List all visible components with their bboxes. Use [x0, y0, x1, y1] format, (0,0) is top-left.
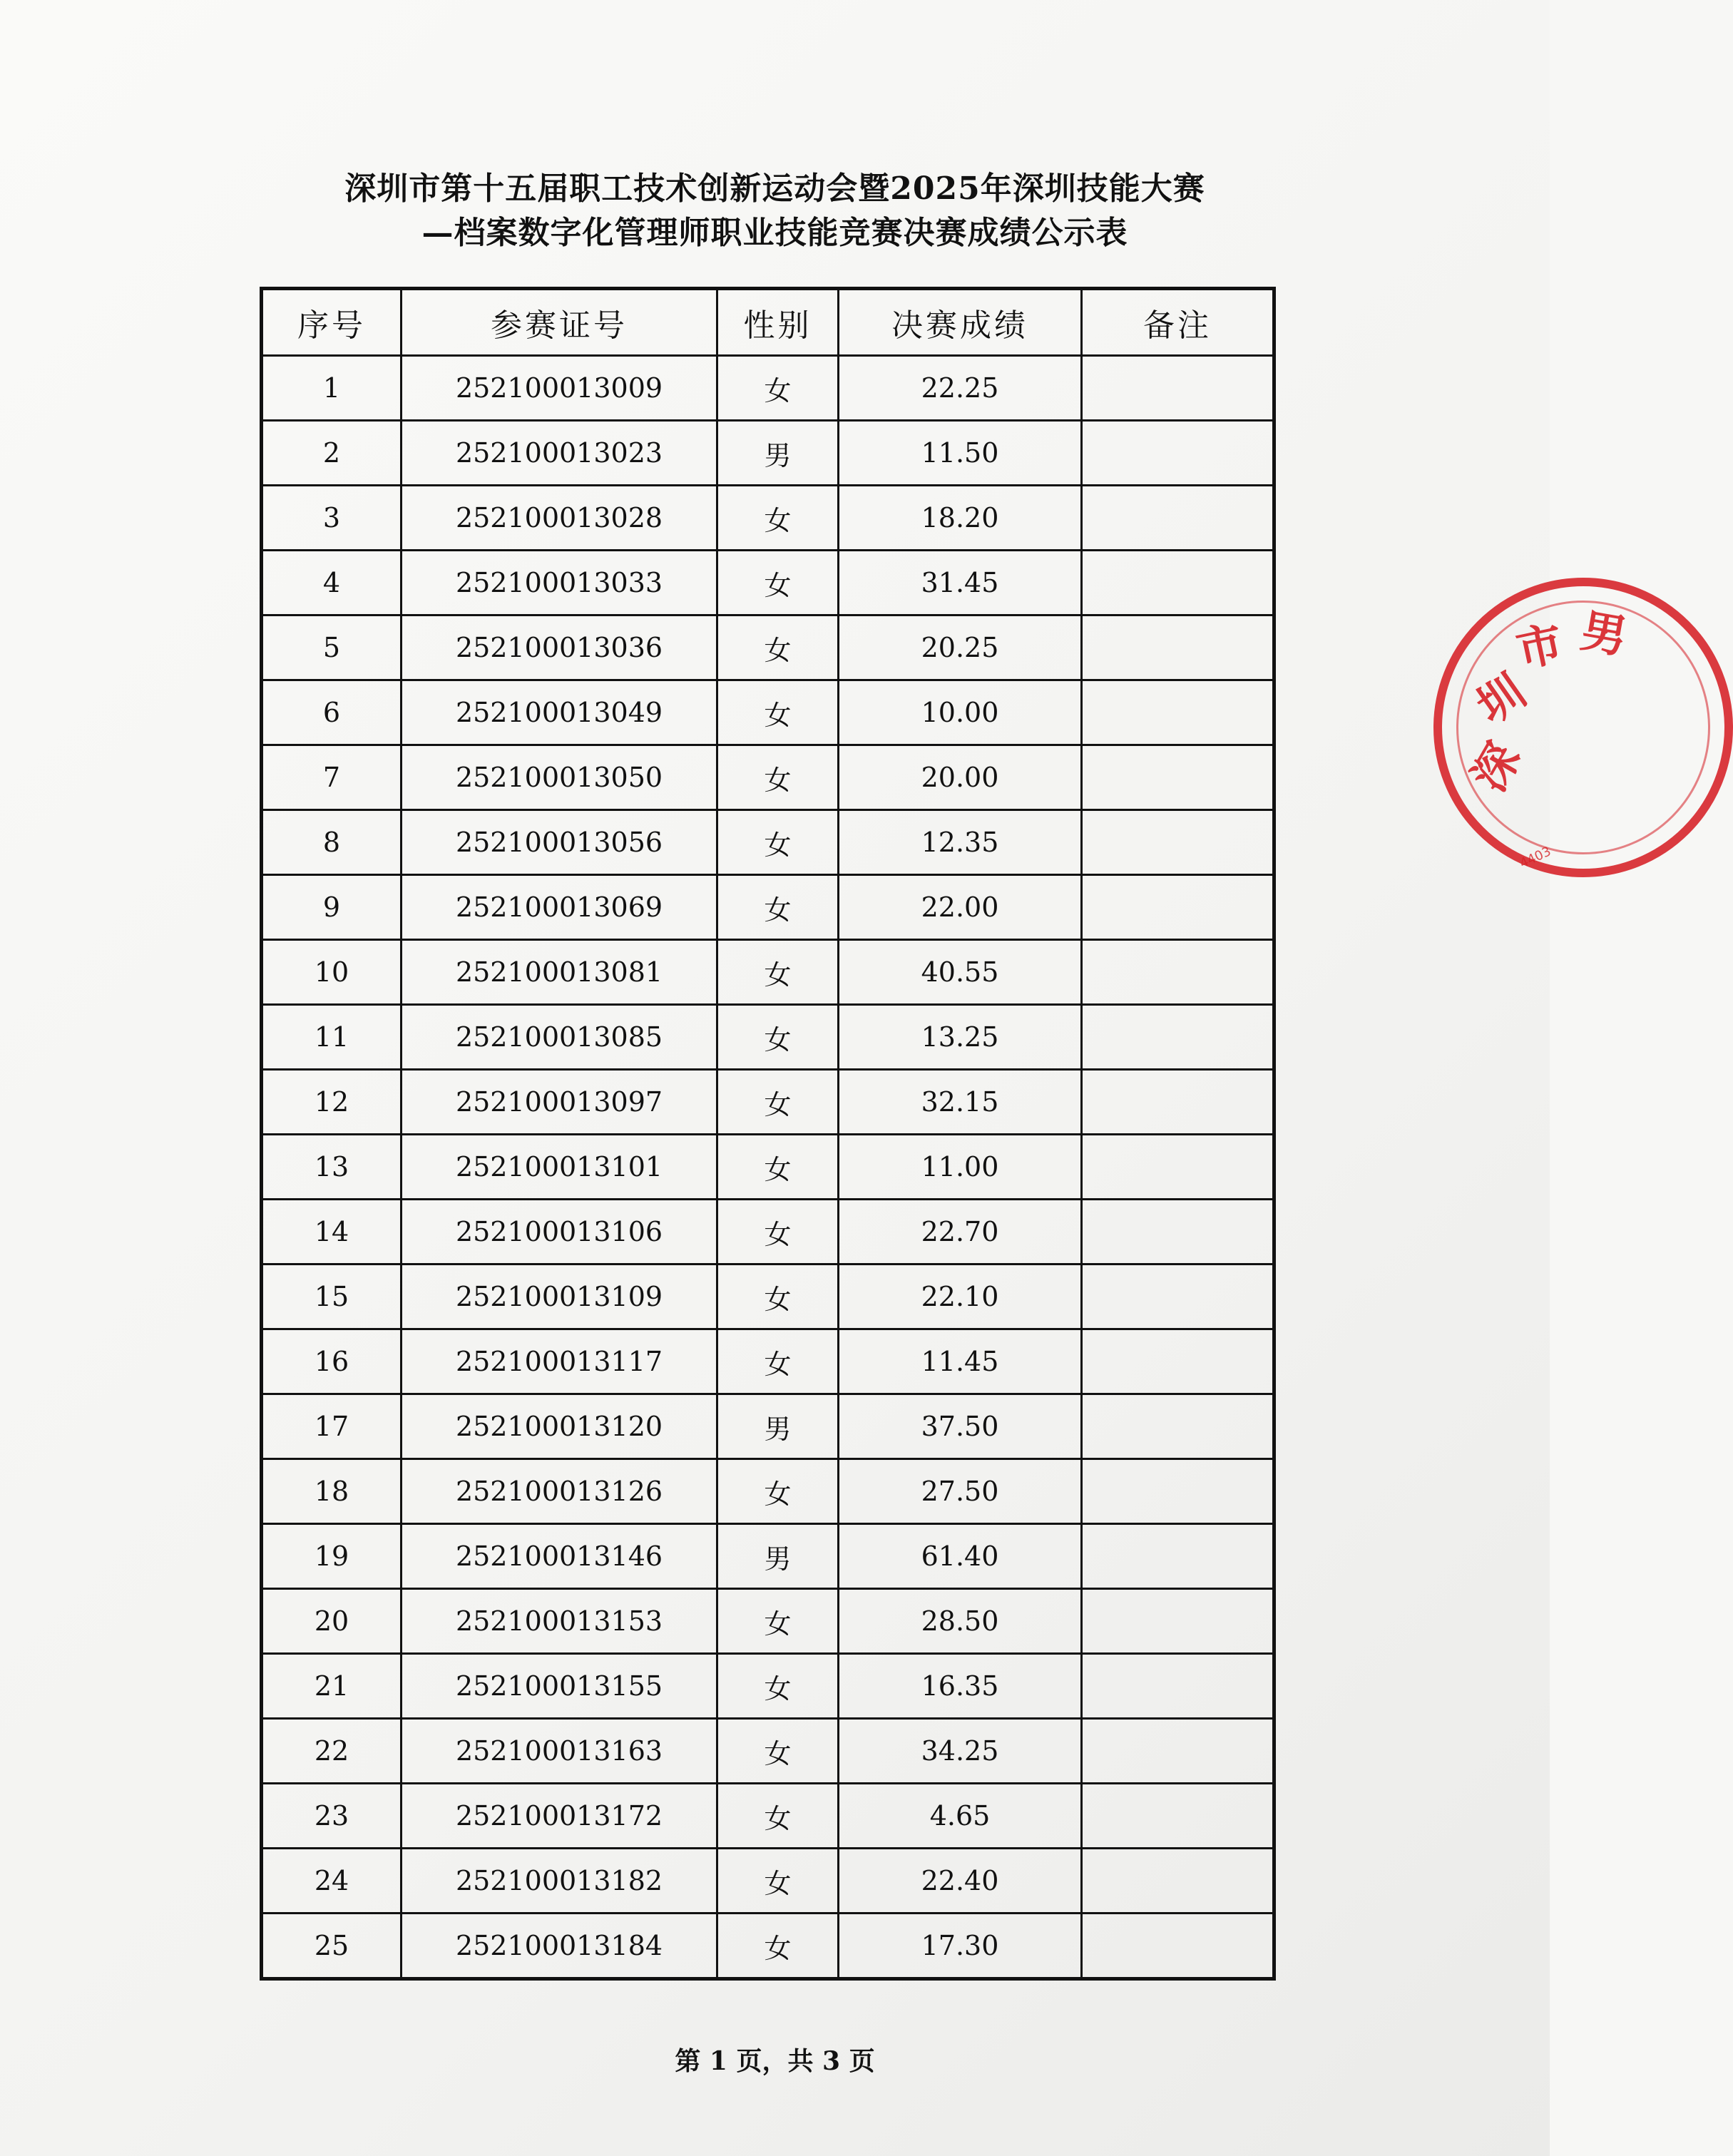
- results-table: [260, 287, 1276, 1981]
- gender-cell: 女: [717, 1459, 839, 1524]
- seq-cell: 24: [262, 1849, 402, 1914]
- score-cell: 20.00: [839, 745, 1082, 810]
- score-cell: 12.35: [839, 810, 1082, 875]
- header-score: 决赛成绩: [839, 289, 1082, 356]
- seq-cell: 23: [262, 1784, 402, 1849]
- table-row: [262, 1719, 1274, 1784]
- seq-cell: 20: [262, 1589, 402, 1654]
- gender-cell: 女: [717, 1654, 839, 1719]
- gender-cell: 女: [717, 1784, 839, 1849]
- note-cell: [1082, 1719, 1274, 1784]
- id-cell: 252100013081: [402, 940, 717, 1005]
- table-row: [262, 1524, 1274, 1589]
- id-cell: 252100013106: [402, 1200, 717, 1265]
- table-row: [262, 1265, 1274, 1329]
- header-gender: 性别: [717, 289, 839, 356]
- id-cell: 252100013049: [402, 680, 717, 745]
- note-cell: [1082, 810, 1274, 875]
- note-cell: [1082, 1329, 1274, 1394]
- note-cell: [1082, 1849, 1274, 1914]
- score-cell: 4.65: [839, 1784, 1082, 1849]
- gender-cell: 女: [717, 1849, 839, 1914]
- gender-cell: 男: [717, 1394, 839, 1459]
- table-row: [262, 1914, 1274, 1979]
- score-cell: 22.70: [839, 1200, 1082, 1265]
- page-footer: 第 1 页，共 3 页: [675, 2046, 875, 2076]
- id-cell: 252100013009: [402, 356, 717, 421]
- gender-cell: 男: [717, 421, 839, 486]
- note-cell: [1082, 940, 1274, 1005]
- id-cell: 252100013097: [402, 1070, 717, 1135]
- id-cell: 252100013120: [402, 1394, 717, 1459]
- note-cell: [1082, 356, 1274, 421]
- score-cell: 11.45: [839, 1329, 1082, 1394]
- note-cell: [1082, 1589, 1274, 1654]
- table-row: [262, 940, 1274, 1005]
- document-title-line1: 深圳市第十五届职工技术创新运动会暨2025年深圳技能大赛: [344, 170, 1205, 207]
- seq-cell: 6: [262, 680, 402, 745]
- gender-cell: 女: [717, 1005, 839, 1070]
- score-cell: 22.10: [839, 1265, 1082, 1329]
- id-cell: 252100013085: [402, 1005, 717, 1070]
- note-cell: [1082, 421, 1274, 486]
- header-seq: 序号: [262, 289, 402, 356]
- score-cell: 20.25: [839, 615, 1082, 680]
- seq-cell: 22: [262, 1719, 402, 1784]
- seq-cell: 3: [262, 486, 402, 551]
- table-row: [262, 1784, 1274, 1849]
- note-cell: [1082, 1524, 1274, 1589]
- id-cell: 252100013036: [402, 615, 717, 680]
- id-cell: 252100013056: [402, 810, 717, 875]
- note-cell: [1082, 1914, 1274, 1979]
- table-row: [262, 1135, 1274, 1200]
- note-cell: [1082, 1394, 1274, 1459]
- score-cell: 31.45: [839, 551, 1082, 615]
- seq-cell: 2: [262, 421, 402, 486]
- id-cell: 252100013153: [402, 1589, 717, 1654]
- table-row: [262, 1005, 1274, 1070]
- header-id: 参赛证号: [402, 289, 717, 356]
- table-row: [262, 875, 1274, 940]
- seq-cell: 13: [262, 1135, 402, 1200]
- score-cell: 34.25: [839, 1719, 1082, 1784]
- id-cell: 252100013023: [402, 421, 717, 486]
- score-cell: 22.40: [839, 1849, 1082, 1914]
- gender-cell: 男: [717, 1524, 839, 1589]
- seq-cell: 7: [262, 745, 402, 810]
- seal-char: 深: [1462, 734, 1532, 801]
- note-cell: [1082, 1265, 1274, 1329]
- note-cell: [1082, 1200, 1274, 1265]
- table-row: [262, 680, 1274, 745]
- score-cell: 28.50: [839, 1589, 1082, 1654]
- table-row: [262, 1329, 1274, 1394]
- seal-char: 圳: [1467, 664, 1535, 735]
- table-row: [262, 810, 1274, 875]
- id-cell: 252100013172: [402, 1784, 717, 1849]
- table-row: [262, 615, 1274, 680]
- id-cell: 252100013069: [402, 875, 717, 940]
- gender-cell: 女: [717, 1265, 839, 1329]
- id-cell: 252100013184: [402, 1914, 717, 1979]
- note-cell: [1082, 1459, 1274, 1524]
- note-cell: [1082, 486, 1274, 551]
- table-row: [262, 1589, 1274, 1654]
- gender-cell: 女: [717, 680, 839, 745]
- seal-char: 市: [1512, 616, 1568, 678]
- score-cell: 16.35: [839, 1654, 1082, 1719]
- gender-cell: 女: [717, 486, 839, 551]
- table-header-row: [262, 289, 1274, 356]
- id-cell: 252100013163: [402, 1719, 717, 1784]
- table-row: [262, 1849, 1274, 1914]
- gender-cell: 女: [717, 875, 839, 940]
- official-seal: [1433, 578, 1733, 877]
- id-cell: 252100013101: [402, 1135, 717, 1200]
- seq-cell: 16: [262, 1329, 402, 1394]
- id-cell: 252100013146: [402, 1524, 717, 1589]
- seq-cell: 8: [262, 810, 402, 875]
- seq-cell: 19: [262, 1524, 402, 1589]
- seq-cell: 25: [262, 1914, 402, 1979]
- note-cell: [1082, 1070, 1274, 1135]
- id-cell: 252100013155: [402, 1654, 717, 1719]
- seq-cell: 10: [262, 940, 402, 1005]
- id-cell: 252100013033: [402, 551, 717, 615]
- seq-cell: 12: [262, 1070, 402, 1135]
- seq-cell: 9: [262, 875, 402, 940]
- score-cell: 32.15: [839, 1070, 1082, 1135]
- note-cell: [1082, 1784, 1274, 1849]
- seq-cell: 14: [262, 1200, 402, 1265]
- note-cell: [1082, 1005, 1274, 1070]
- score-cell: 22.25: [839, 356, 1082, 421]
- seq-cell: 4: [262, 551, 402, 615]
- seq-cell: 18: [262, 1459, 402, 1524]
- id-cell: 252100013117: [402, 1329, 717, 1394]
- score-cell: 11.00: [839, 1135, 1082, 1200]
- gender-cell: 女: [717, 1329, 839, 1394]
- gender-cell: 女: [717, 1914, 839, 1979]
- header-note: 备注: [1082, 289, 1274, 356]
- table-row: [262, 1654, 1274, 1719]
- gender-cell: 女: [717, 1070, 839, 1135]
- score-cell: 40.55: [839, 940, 1082, 1005]
- gender-cell: 女: [717, 1589, 839, 1654]
- score-cell: 10.00: [839, 680, 1082, 745]
- gender-cell: 女: [717, 1719, 839, 1784]
- score-cell: 13.25: [839, 1005, 1082, 1070]
- note-cell: [1082, 551, 1274, 615]
- id-cell: 252100013126: [402, 1459, 717, 1524]
- id-cell: 252100013050: [402, 745, 717, 810]
- score-cell: 27.50: [839, 1459, 1082, 1524]
- table-row: [262, 745, 1274, 810]
- seq-cell: 5: [262, 615, 402, 680]
- seq-cell: 21: [262, 1654, 402, 1719]
- table-body: [262, 356, 1274, 1979]
- seq-cell: 1: [262, 356, 402, 421]
- score-cell: 18.20: [839, 486, 1082, 551]
- note-cell: [1082, 680, 1274, 745]
- gender-cell: 女: [717, 356, 839, 421]
- table-row: [262, 1459, 1274, 1524]
- id-cell: 252100013028: [402, 486, 717, 551]
- gender-cell: 女: [717, 940, 839, 1005]
- note-cell: [1082, 1135, 1274, 1200]
- seq-cell: 17: [262, 1394, 402, 1459]
- score-cell: 22.00: [839, 875, 1082, 940]
- score-cell: 17.30: [839, 1914, 1082, 1979]
- note-cell: [1082, 875, 1274, 940]
- table-row: [262, 486, 1274, 551]
- document-title-line2: —档案数字化管理师职业技能竞赛决赛成绩公示表: [421, 215, 1128, 251]
- table-row: [262, 421, 1274, 486]
- id-cell: 252100013109: [402, 1265, 717, 1329]
- table-row: [262, 1070, 1274, 1135]
- note-cell: [1082, 1654, 1274, 1719]
- table-row: [262, 356, 1274, 421]
- seal-char: 男: [1577, 603, 1632, 665]
- gender-cell: 女: [717, 1200, 839, 1265]
- gender-cell: 女: [717, 615, 839, 680]
- note-cell: [1082, 615, 1274, 680]
- table-row: [262, 1394, 1274, 1459]
- gender-cell: 女: [717, 551, 839, 615]
- seq-cell: 15: [262, 1265, 402, 1329]
- seal-digits: 4403: [1517, 844, 1554, 872]
- table-row: [262, 1200, 1274, 1265]
- note-cell: [1082, 745, 1274, 810]
- score-cell: 61.40: [839, 1524, 1082, 1589]
- seq-cell: 11: [262, 1005, 402, 1070]
- gender-cell: 女: [717, 810, 839, 875]
- table-row: [262, 551, 1274, 615]
- score-cell: 11.50: [839, 421, 1082, 486]
- gender-cell: 女: [717, 745, 839, 810]
- gender-cell: 女: [717, 1135, 839, 1200]
- id-cell: 252100013182: [402, 1849, 717, 1914]
- score-cell: 37.50: [839, 1394, 1082, 1459]
